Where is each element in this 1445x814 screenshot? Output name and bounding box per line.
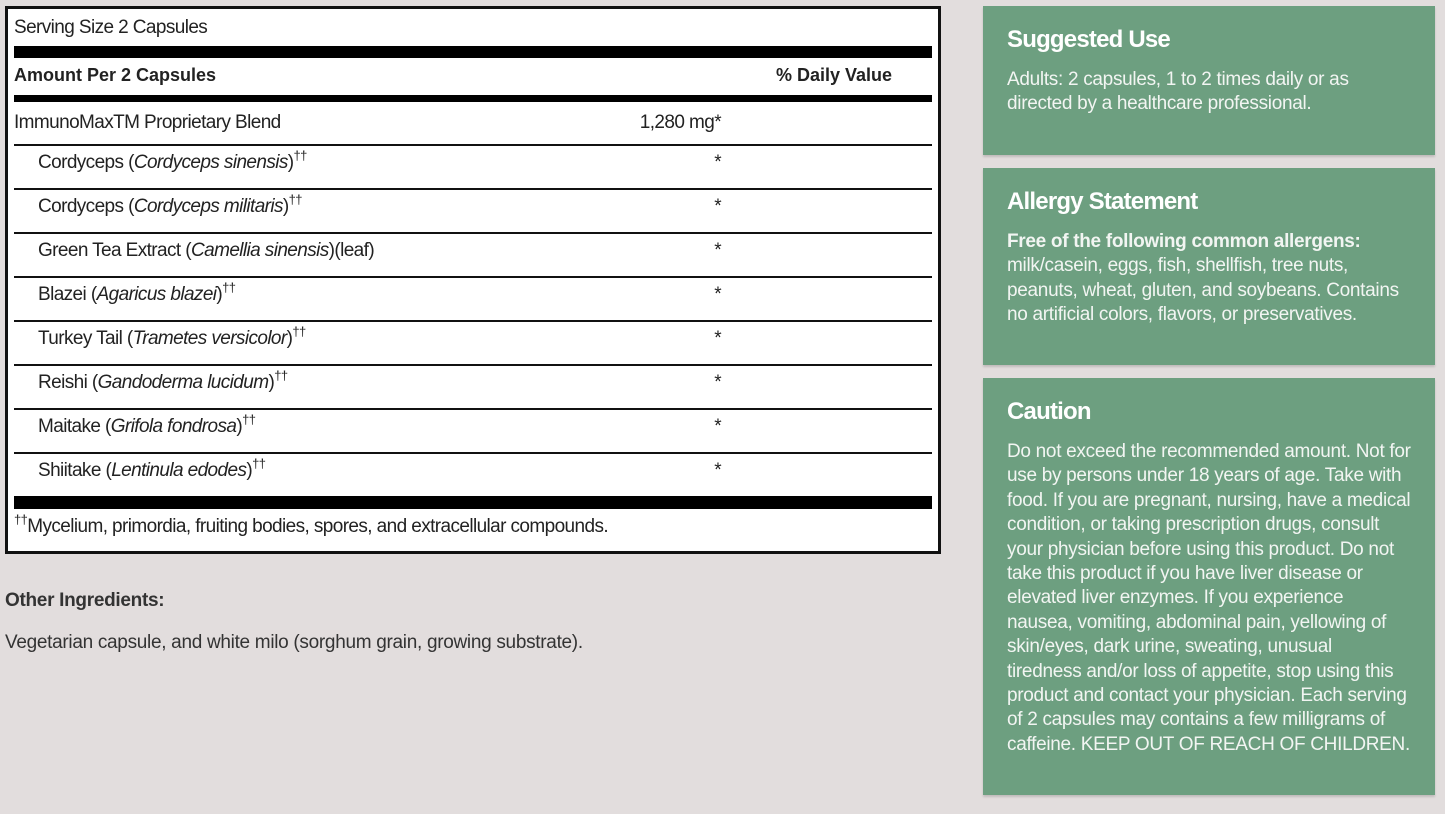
ingredient-row [14, 146, 932, 190]
ingredient-name [38, 368, 288, 394]
allergy-bold-lead: Free of the following common allergens: [1007, 231, 1361, 252]
ingredient-amount: * [714, 328, 721, 349]
serving-size: Serving Size 2 Capsules [14, 17, 208, 38]
ingredient-latin-name: Cordyceps sinensis [133, 152, 288, 173]
ingredient-name [38, 240, 374, 262]
ingredient-name [38, 280, 236, 306]
ingredient-row [14, 322, 932, 366]
ingredient-row [14, 454, 932, 498]
amount-per-header: Amount Per 2 Capsules [14, 65, 217, 85]
ingredient-footnote-mark: †† [288, 192, 302, 207]
ingredient-suffix: ) [216, 284, 223, 305]
ingredient-footnote-mark: †† [292, 324, 306, 339]
ingredient-amount: * [714, 152, 721, 173]
caution-text: Do not exceed the recommended amount. Not for use by persons under 18 years of age. Take with food. If you are pregnant, nursing, have a medical condition, or taking prescription drugs, consult your physician before using this product. Do not take this product if you have liver disease or elevated liver enzymes. If you experience nausea, vomiting, abdominal pain, yellowing of skin/eyes, dark urine, sweating, unusual tiredness and/or loss of appetite, stop using this product and contact your physician. Each serving of 2 capsules may contains a few milligrams of caffeine. KEEP OUT OF REACH OF CHILDREN. [1007, 441, 1411, 755]
ingredient-latin-name: Gandoderma lucidum [97, 372, 269, 393]
thick-divider [14, 46, 932, 58]
ingredient-row [14, 234, 932, 278]
ingredient-amount: * [714, 460, 721, 481]
allergy-statement-title: Allergy Statement [1007, 188, 1198, 215]
allergy-statement-card [983, 168, 1435, 365]
blend-row [14, 102, 932, 146]
ingredient-amount: * [714, 284, 721, 305]
footnote [14, 512, 609, 538]
caution-card [983, 378, 1435, 795]
ingredient-footnote-mark: †† [222, 280, 236, 295]
ingredient-latin-name: Agaricus blazei [96, 284, 217, 305]
ingredient-suffix: ) [268, 372, 275, 393]
ingredient-amount: * [714, 372, 721, 393]
ingredient-name [38, 456, 266, 482]
ingredient-common-name: Shiitake ( [38, 460, 112, 481]
ingredient-latin-name: Grifola fondrosa [110, 416, 237, 437]
ingredient-row [14, 366, 932, 410]
ingredient-common-name: Turkey Tail ( [38, 328, 133, 349]
ingredient-suffix: ) [287, 152, 294, 173]
ingredient-name [38, 148, 307, 174]
ingredient-row [14, 190, 932, 234]
ingredient-suffix: ) [236, 416, 243, 437]
other-ingredients-text: Vegetarian capsule, and white milo (sorghum grain, growing substrate). [5, 632, 583, 653]
ingredient-footnote-mark: †† [293, 148, 307, 163]
allergy-statement-text [1007, 230, 1411, 328]
caution-title: Caution [1007, 398, 1091, 425]
footnote-text: Mycelium, primordia, fruiting bodies, spores, and extracellular compounds. [27, 516, 609, 537]
ingredient-name [38, 412, 256, 438]
allergy-list: milk/casein, eggs, fish, shellfish, tree nuts, peanuts, wheat, gluten, and soybeans. Contains no artificial colors, flavors, or preservatives. [1007, 255, 1399, 326]
ingredient-amount: * [714, 196, 721, 217]
supplement-facts-panel [5, 6, 941, 554]
ingredient-amount: * [714, 240, 721, 261]
ingredient-latin-name: Trametes versicolor [132, 328, 287, 349]
ingredient-footnote-mark: †† [274, 368, 288, 383]
ingredient-footnote-mark: †† [252, 456, 266, 471]
ingredient-amount: * [714, 416, 721, 437]
daily-value-header: % Daily Value [775, 65, 892, 85]
ingredient-latin-name: Lentinula edodes [111, 460, 247, 481]
blend-amount: 1,280 mg* [639, 112, 721, 133]
other-ingredients-title: Other Ingredients: [5, 590, 165, 611]
ingredient-latin-name: Camellia sinensis [191, 240, 329, 261]
ingredient-suffix: ) [282, 196, 289, 217]
medium-divider [14, 95, 932, 102]
ingredient-footnote-mark: †† [242, 412, 256, 427]
ingredient-common-name: Cordyceps ( [38, 152, 134, 173]
ingredient-name [38, 192, 302, 218]
ingredient-common-name: Cordyceps ( [38, 196, 134, 217]
ingredient-common-name: Maitake ( [38, 416, 111, 437]
ingredient-suffix: ) [286, 328, 293, 349]
ingredient-row [14, 410, 932, 454]
ingredient-suffix: )(leaf) [328, 240, 375, 261]
ingredient-common-name: Reishi ( [38, 372, 98, 393]
thick-divider-bottom [14, 496, 932, 509]
ingredient-name [38, 324, 306, 350]
ingredient-suffix: ) [246, 460, 253, 481]
ingredient-latin-name: Cordyceps militaris [133, 196, 283, 217]
suggested-use-text: Adults: 2 capsules, 1 to 2 times daily or as directed by a healthcare professional. [1007, 69, 1349, 115]
ingredient-row [14, 278, 932, 322]
blend-name: ImmunoMaxTM Proprietary Blend [14, 112, 281, 133]
ingredient-common-name: Blazei ( [38, 284, 97, 305]
footnote-mark: †† [14, 512, 28, 527]
suggested-use-card [983, 6, 1435, 155]
suggested-use-title: Suggested Use [1007, 26, 1170, 53]
ingredient-common-name: Green Tea Extract ( [38, 240, 191, 261]
